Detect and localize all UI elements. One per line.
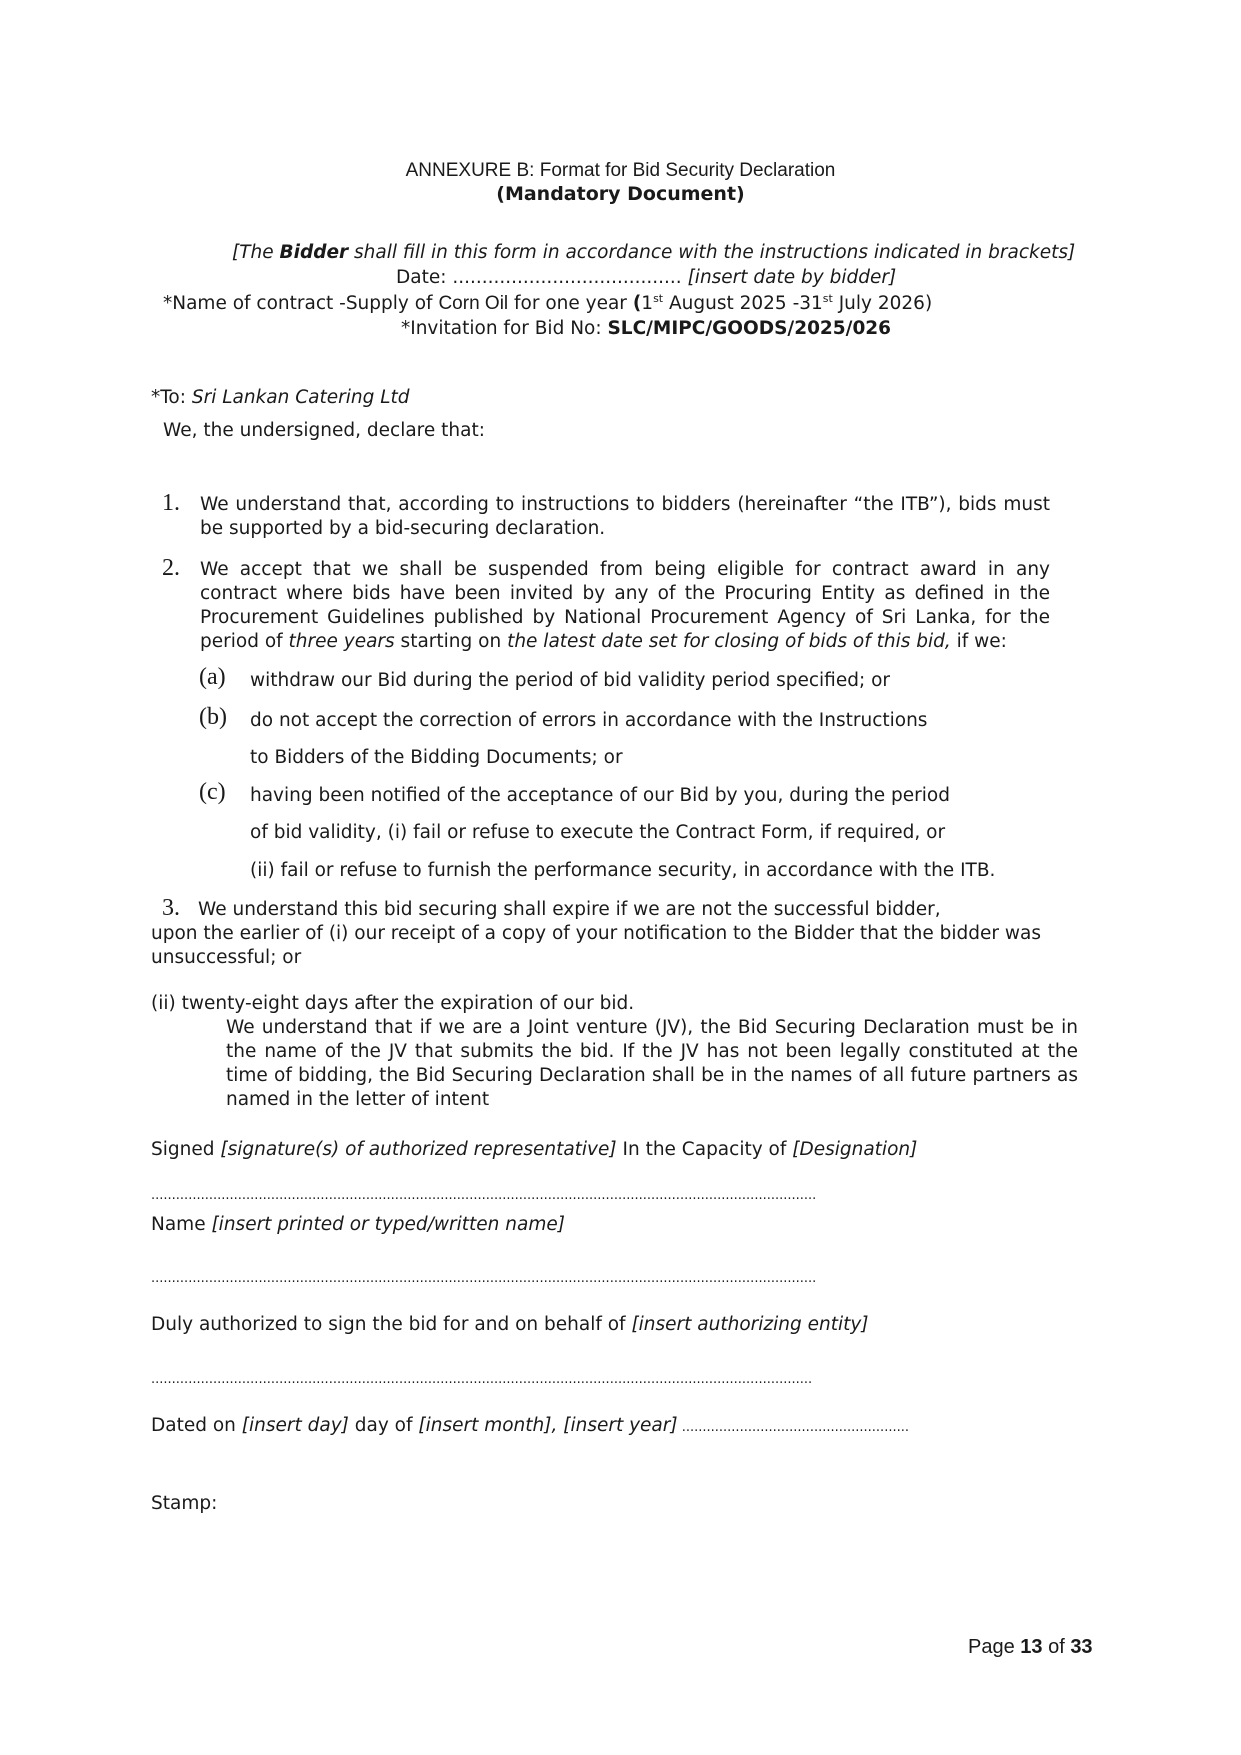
authorized-hint: [insert authorizing entity] (631, 1314, 869, 1335)
declare-line: We, the undersigned, declare that: (163, 420, 485, 441)
subitem-b-text-1: do not accept the correction of errors in accordance with the Instructions (250, 710, 928, 731)
dated-dots: ....................................................... (677, 1420, 909, 1435)
authorized-line: Duly authorized to sign the bid for and on behalf of [insert authorizing entity] (151, 1314, 869, 1335)
ifb-number: SLC/MIPC/GOODS/2025/026 (607, 318, 892, 339)
authorized-dotted-line: ................................................................................................................................................................ (151, 1372, 813, 1387)
subitem-a-text: withdraw our Bid during the period of bid validity period specified; or (250, 670, 891, 691)
dated-line: Dated on [insert day] day of [insert month], [insert year] ....................................................... (151, 1415, 909, 1436)
name-hint: [insert printed or typed/written name] (211, 1214, 565, 1235)
subitem-c-text-2: of bid validity, (i) fail or refuse to execute the Contract Form, if required, or (250, 822, 946, 843)
capacity-hint: [Designation] (792, 1139, 918, 1160)
item-3-line-2: upon the earlier of (i) our receipt of a copy of your notification to the Bidder that the bidder was (151, 923, 1041, 944)
signed-hint: [signature(s) of authorized representative] (220, 1139, 617, 1160)
contract-name-line: *Name of contract -Supply of Corn Oil for one year (1st August 2025 -31st July 2026) (163, 291, 933, 314)
item-2-number: 2. (162, 555, 180, 581)
item-3-number: 3. (162, 895, 180, 921)
addressee-name: Sri Lankan Catering Ltd (191, 387, 410, 408)
name-dotted-line: ................................................................................................................................................................. (151, 1271, 817, 1286)
ifb-line: *Invitation for Bid No: SLC/MIPC/GOODS/2025/026 (401, 318, 892, 339)
annexure-title: ANNEXURE B: Format for Bid Security Declaration (405, 160, 836, 181)
subitem-c-label: (c) (199, 779, 226, 805)
date-line: Date: ....................................... [insert date by bidder] (396, 267, 897, 288)
subitem-a-label: (a) (199, 664, 226, 690)
signature-dotted-line: ................................................................................................................................................................. (151, 1188, 817, 1203)
page-number: Page 13 of 33 (968, 1636, 1093, 1658)
option-ii-line: (ii) twenty-eight days after the expiration of our bid. (151, 993, 635, 1014)
subitem-c-text-3: (ii) fail or refuse to furnish the performance security, in accordance with the ITB. (250, 860, 996, 881)
item-1-text: We understand that, according to instructions to bidders (hereinafter “the ITB”), bids must be supported by a bid-securing declaration. (200, 494, 1050, 539)
bidder-instruction: [The Bidder shall fill in this form in accordance with the instructions indicated in brackets] (232, 242, 1076, 263)
name-line: Name [insert printed or typed/written name] (151, 1214, 565, 1235)
addressee-line: *To: Sri Lankan Catering Ltd (151, 387, 410, 408)
signed-line: Signed [signature(s) of authorized representative] In the Capacity of [Designation] (151, 1139, 918, 1160)
item-3-line-1: We understand this bid securing shall expire if we are not the successful bidder, (198, 899, 941, 920)
stamp-label: Stamp: (151, 1493, 218, 1514)
date-dots: ....................................... (452, 267, 682, 288)
subitem-b-text-2: to Bidders of the Bidding Documents; or (250, 747, 623, 768)
mandatory-label: (Mandatory Document) (496, 183, 745, 205)
item-1-number: 1. (162, 490, 180, 516)
jv-paragraph: We understand that if we are a Joint venture (JV), the Bid Securing Declaration must be in the name of the JV that submits the bid. If the JV has not been legally constituted at the time of bidding, the Bid Securing Declaration shall be in the names of all future partners as named in the letter of intent (226, 1017, 1078, 1110)
item-3-line-3: unsuccessful; or (151, 947, 302, 968)
subitem-c-text-1: having been notified of the acceptance of our Bid by you, during the period (250, 785, 950, 806)
item-2-text: We accept that we shall be suspended from being eligible for contract award in any contract where bids have been invited by any of the Procuring Entity as defined in the Procurement Guidelines published by National Procurement Agency of Sri Lanka, for the period of three years starting on the latest date set for closing of bids of this bid, if we: (200, 559, 1050, 652)
date-hint: [insert date by bidder] (681, 267, 897, 288)
subitem-b-label: (b) (199, 704, 227, 730)
